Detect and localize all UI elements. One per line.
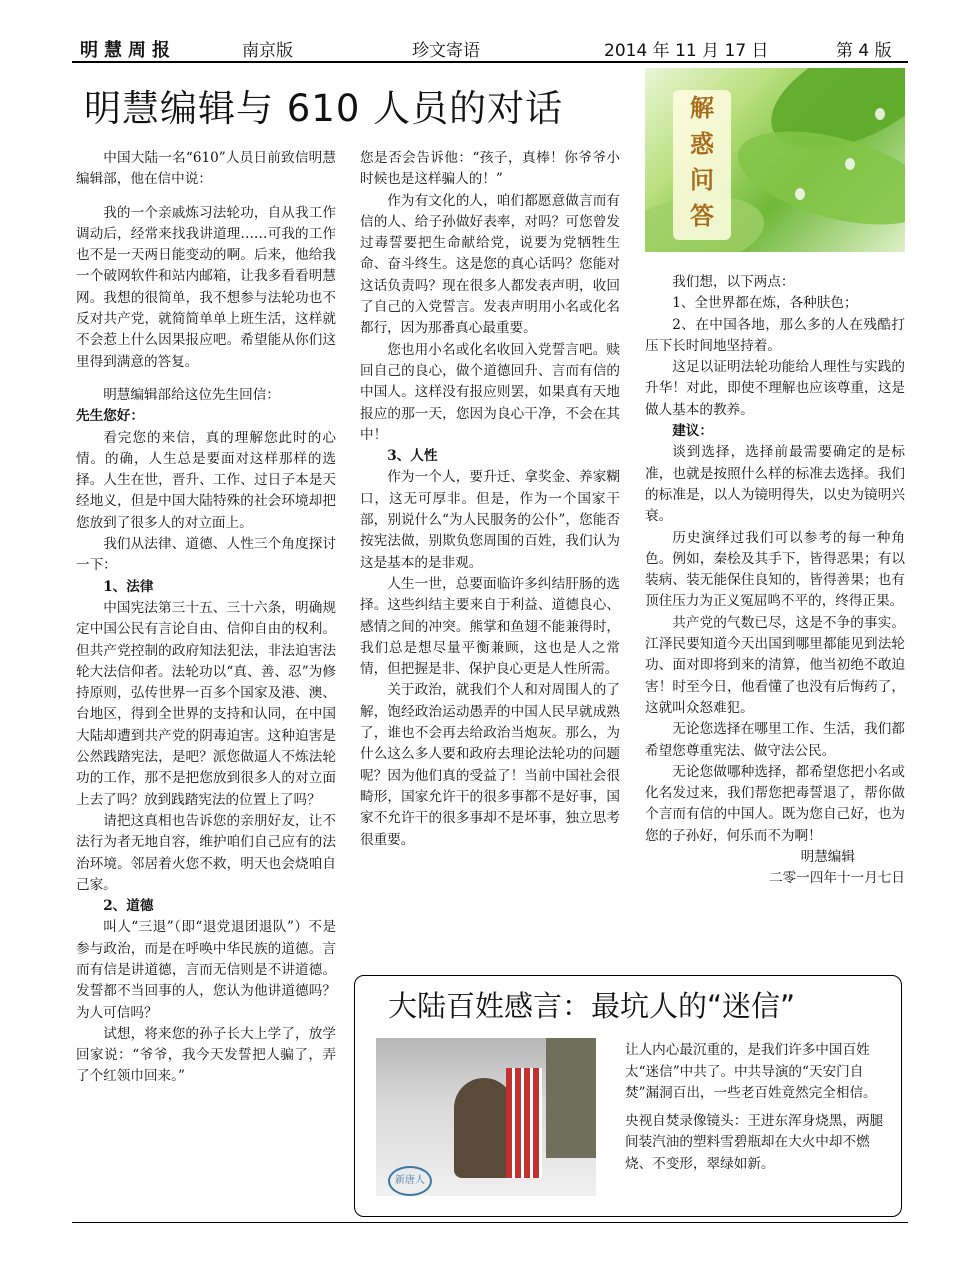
page-header (72, 34, 908, 60)
paragraph: 1、全世界都在炼，各种肤色； (672, 295, 858, 312)
signature-date: 二零一四年十一月七日 (769, 870, 905, 887)
ntd-logo: 新唐人 (388, 1166, 432, 1196)
news-photo (376, 1038, 596, 1196)
article-column-2 (360, 148, 620, 851)
badge-char: 解 (690, 94, 714, 122)
badge-char: 问 (690, 166, 714, 194)
salutation: 先生您好： (76, 408, 144, 425)
page-number: 第 4 版 (836, 41, 892, 61)
subheading: 建议： (672, 423, 713, 440)
paragraph: 您也用小名或化名收回入党誓言吧。赎回自己的良心，做个道德回升、言而有信的中国人。这样没有报应则罢，如果真有天地报应的那一天，您因为良心干净，不会在其中！ (360, 341, 620, 443)
article-column-3 (645, 272, 905, 890)
issue-date: 2014 年 11 月 17 日 (604, 41, 769, 61)
paragraph: 人生一世，总要面临许多纠结肝肠的选择。这些纠结主要来自于利益、道德良心、感情之间的冲突。熊掌和鱼翅不能兼得时，我们总是想尽量平衡兼顾，这也是人之常情，但把握是非、保护良心更是人性所需。 (360, 575, 620, 678)
header-rule (72, 61, 908, 63)
paragraph: 让人内心最沉重的，是我们许多中国百姓太“迷信”中共了。中共导演的“天安门自焚”漏洞百出，一些老百姓竟然完全相信。 (625, 1042, 877, 1101)
paragraph: 中国宪法第三十五、三十六条，明确规定中国公民有言论自由、信仰自由的权利。但共产党控制的政府知法犯法，非法迫害法轮大法信仰者。法轮功以“真、善、忍”为修持原则，弘传世界一百多个国家及港、澳、台地区，得到全世界的支持和认同，在中国大陆却遭到共产党的阴毒迫害。这种迫害是公然践踏宪法，是吧？派您做逼人不炼法轮功的工作，那不是把您放到很多人的对立面上去了吗？放到践踏宪法的位置上了吗？ (76, 599, 336, 808)
subheading: 1、法律 (103, 578, 154, 595)
paragraph: 看完您的来信，真的理解您此时的心情。的确，人生总是要面对这样那样的选择。人生在世，晋升、工作、过日子本是天经地义，但是中国大陆特殊的社会环境却把您放到了很多人的对立面上。 (76, 429, 336, 531)
paragraph: 作为一个人，要升迁、拿奖金、养家糊口，这无可厚非。但是，作为一个国家干部，别说什么“为人民服务的公仆”，您能否按宪法做，别欺负您周围的百姓，我们认为这是基本的是非观。 (360, 469, 620, 571)
paragraph: 2、在中国各地，那么多的人在残酷打压下长时间地坚持着。 (645, 316, 905, 354)
paragraph: 请把这真相也告诉您的亲朋好友，让不法行为者无地自容，维护咱们自己应有的法治环境。邻居着火您不救，明天也会烧咱自己家。 (76, 812, 336, 893)
paragraph: 历史演绎过我们可以参考的每一种角色。例如，秦桧及其手下，皆得恶果；有以装病、装无能保住良知的，皆得善果；也有顶住压力为正义冤屈鸣不平的，终得正果。 (645, 529, 905, 610)
edition-label: 南京版 (242, 41, 293, 61)
signature: 明慧编辑 (800, 849, 855, 866)
paragraph: 共产党的气数已尽，这是不争的事实。江泽民要知道今天出国到哪里都能见到法轮功、面对即将到来的清算，他当初绝不敢迫害！时至今日，他看懂了也没有后悔药了，这就叫众怒难犯。 (645, 614, 905, 716)
paragraph: 我的一个亲戚炼习法轮功，自从我工作调动后，经常来找我讲道理……可我的工作也不是一天两日能变动的啊。后来，他给我一个破网软件和站内邮箱，让我多看看明慧网。我想的很简单，我不想参与法轮功也不反对共产党，就简简单单上班生活，这样就不会惹上什么因果报应吧。希望能从你们这里得到满意的答复。 (76, 204, 336, 370)
paragraph: 试想，将来您的孙子长大上学了，放学回家说：“爷爷，我今天发誓把人骗了，弄了个红领巾回来。” (76, 1025, 336, 1085)
paragraph: 明慧编辑部给这位先生回信： (103, 386, 280, 403)
article-title: 明慧编辑与 610 人员的对话 (84, 87, 564, 130)
section-label: 珍文寄语 (412, 41, 480, 61)
paragraph: 无论您选择在哪里工作、生活，我们都希望您尊重宪法、做守法公民。 (645, 721, 905, 759)
subheading: 2、道德 (103, 898, 154, 915)
paragraph: 我们想，以下两点： (672, 274, 795, 290)
paragraph: 无论您做哪种选择，都希望您把小名或化名发过来，我们帮您把毒誓退了，帮你做个言而有信的中国人。既为您自己好，也为您的子孙好，何乐而不为啊！ (645, 763, 905, 844)
paragraph: 您是否会告诉他：“孩子，真棒！你爷爷小时候也是这样骗人的！” (360, 150, 620, 188)
paragraph: 关于政治，就我们个人和对周围人的了解，饱经政治运动愚弄的中国人民早就成熟了，谁也不会再去给政治当炮灰。那么，为什么这么多人要和政府去理论法轮功的问题呢？因为他们真的受益了！当前中国社会很畸形，国家允许干的很多事都不是好事，国家不允许干的很多事却不是坏事，独立思考很重要。 (360, 682, 620, 848)
leaf-illustration (645, 68, 905, 252)
paragraph: 央视自焚录像镜头：王进东浑身烧黑，两腿间装汽油的塑料雪碧瓶却在大火中却不燃烧、不变形，翠绿如新。 (625, 1112, 884, 1172)
box-text (625, 1040, 887, 1181)
paragraph: 谈到选择，选择前最需要确定的是标准，也就是按照什么样的标准去选择。我们的标准是，以人为镜明得失，以史为镜明兴衰。 (645, 444, 905, 525)
paragraph: 作为有文化的人，咱们都愿意做言而有信的人、给子孙做好表率，对吗？可您曾发过毒誓要把生命献给党，说要为党牺牲生命、奋斗终生。这是您的真心话吗？您能对这话负责吗？现在很多人都发表声明，收回了自己的入党誓言。发表声明用小名或化名都行，因为那番真心最重要。 (360, 192, 620, 337)
box-title: 大陆百姓感言：最坑人的“迷信” (388, 989, 796, 1023)
subheading: 3、人性 (387, 448, 438, 465)
article-column-1 (76, 148, 336, 1088)
badge-char: 答 (690, 202, 714, 230)
paragraph: 叫人“三退”（即“退党退团退队”）不是参与政治，而是在呼唤中华民族的道德。言而有信是讲道德，言而无信则是不讲道德。发誓都不当回事的人，您认为他讲道德吗？为人可信吗？ (76, 919, 336, 1021)
qa-badge (673, 90, 731, 240)
newspaper-name: 明慧周报 (80, 40, 176, 61)
paragraph: 中国大陆一名“610”人员日前致信明慧编辑部，他在信中说： (76, 150, 336, 188)
badge-char: 惑 (690, 130, 714, 158)
paragraph: 我们从法律、道德、人性三个角度探讨一下： (76, 536, 336, 574)
paragraph: 这足以证明法轮功能给人理性与实践的升华！对此，即使不理解也应该尊重，这是做人基本的教养。 (645, 359, 905, 418)
footer-rule (72, 1222, 908, 1223)
